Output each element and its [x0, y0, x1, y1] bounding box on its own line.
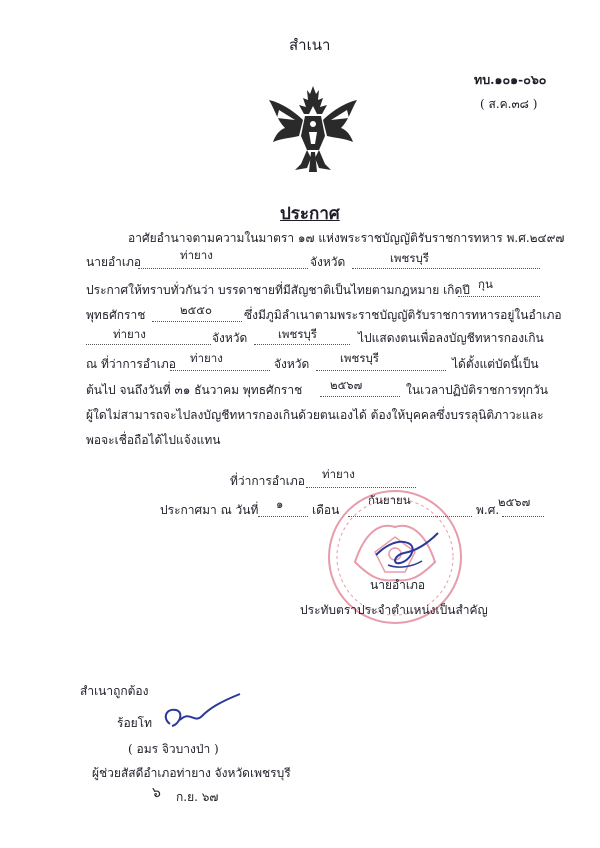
birth-year-animal: กุน: [478, 277, 493, 291]
announcement-title: ประกาศ: [280, 204, 340, 224]
issued-year: ๒๕๖๗: [498, 495, 531, 509]
birth-year: ๒๕๕๐: [180, 303, 213, 317]
district-underline: [138, 267, 308, 269]
deadline-year-underline: [320, 395, 400, 397]
month-underline: [348, 515, 472, 517]
body-line-2-prefix: นายอำเภอ: [86, 255, 142, 269]
garuda-emblem: [265, 80, 361, 176]
certifier-position: ผู้ช่วยสัสดีอำเภอท่ายาง จังหวัดเพชรบุรี: [92, 766, 291, 780]
issued-day: ๑: [276, 497, 284, 511]
certification-date-day: ๖: [152, 785, 161, 801]
certifier-name: ( อมร จิวบางป่า ): [128, 742, 219, 756]
district-chief-signature: [368, 525, 448, 575]
form-code: ( ส.ค.๓๘ ): [480, 97, 538, 111]
district-underline-3: [170, 369, 270, 371]
body-line-1: อาศัยอำนาจตามความในมาตรา ๑๗ แห่งพระราชบัญญัติรับราชการทหาร พ.ศ.๒๔๙๗: [128, 231, 565, 245]
province-underline: [352, 267, 540, 269]
office-underline: [306, 486, 416, 488]
document-number: ทบ.๑๐๑-๐๖๐: [474, 72, 547, 87]
body-line-6-prefix: ณ ที่ว่าการอำเภอ: [86, 357, 176, 371]
day-underline: [258, 515, 308, 517]
body-line-6-suffix: ได้ตั้งแต่บัดนี้เป็น: [452, 357, 539, 371]
province-label-3: จังหวัด: [274, 357, 310, 371]
province-value: เพชรบุรี: [390, 251, 429, 265]
body-line-4-suffix: ซึ่งมีภูมิลำเนาตามพระราชบัญญัติรับราชการทหารอยู่ในอำเภอ: [244, 308, 562, 322]
province-label: จังหวัด: [310, 255, 346, 269]
issued-month: กันยายน: [368, 493, 411, 507]
district-underline-2: [86, 343, 211, 345]
signer-title: นายอำเภอ: [370, 578, 426, 592]
issued-date-prefix: ประกาศมา ณ วันที่: [160, 503, 259, 517]
body-line-7-suffix: ในเวลาปฏิบัติราชการทุกวัน: [406, 383, 548, 397]
district-value-2: ท่ายาง: [113, 327, 146, 341]
body-line-3: ประกาศให้ทราบทั่วกันว่า บรรดาชายที่มีสัญชาติเป็นไทยตามกฎหมาย เกิดปี: [86, 283, 470, 297]
birth-year-underline: [152, 320, 242, 322]
month-label: เดือน: [312, 503, 340, 517]
office-label: ที่ว่าการอำเภอ: [230, 474, 305, 488]
birth-year-animal-underline: [458, 295, 540, 297]
certifier-rank: ร้อยโท: [117, 716, 153, 730]
seal-note: ประทับตราประจำตำแหน่งเป็นสำคัญ: [300, 603, 488, 617]
certified-label: สำเนาถูกต้อง: [80, 684, 149, 698]
year-underline: [502, 515, 544, 517]
certifier-signature: [150, 690, 250, 740]
certification-date: ก.ย. ๖๗: [176, 790, 219, 804]
deadline-year: ๒๕๖๗: [330, 378, 363, 392]
district-value: ท่ายาง: [180, 248, 213, 262]
copy-label: สำเนา: [289, 36, 331, 54]
district-value-3: ท่ายาง: [190, 351, 223, 365]
province-value-2: เพชรบุรี: [278, 327, 317, 341]
body-line-8: ผู้ใดไม่สามารถจะไปลงบัญชีทหารกองเกินด้วยตนเองได้ ต้องให้บุคคลซึ่งบรรลุนิติภาวะและ: [86, 408, 544, 422]
body-line-7-prefix: ต้นไป จนถึงวันที่ ๓๑ ธันวาคม พุทธศักราช: [86, 383, 303, 397]
year-label: พ.ศ.: [476, 503, 500, 517]
province-label-2: จังหวัด: [212, 331, 248, 345]
body-line-5-suffix: ไปแสดงตนเพื่อลงบัญชีทหารกองเกิน: [358, 331, 544, 345]
province-value-3: เพชรบุรี: [340, 351, 379, 365]
body-line-4-prefix: พุทธศักราช: [86, 308, 146, 322]
body-line-9: พอจะเชื่อถือได้ไปแจ้งแทน: [86, 433, 221, 447]
office-value: ท่ายาง: [322, 467, 355, 481]
province-underline-3: [316, 369, 446, 371]
